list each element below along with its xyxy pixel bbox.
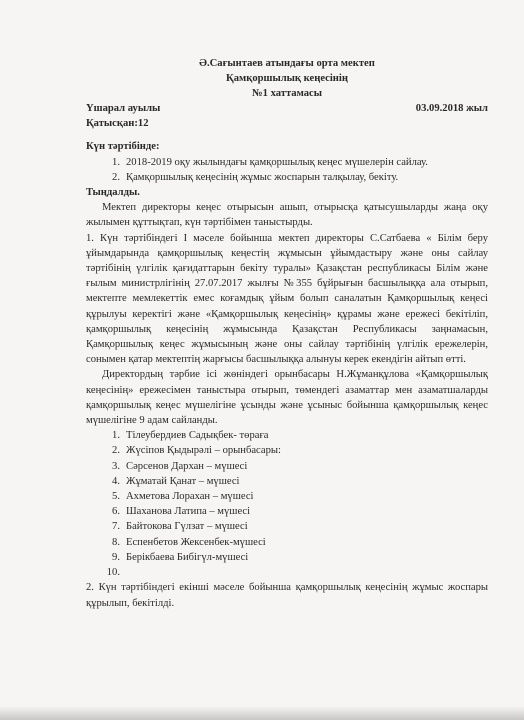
member-item — [86, 428, 488, 443]
member-name: Сәрсенов Дархан – мүшесі — [126, 460, 248, 472]
member-item — [86, 535, 488, 550]
paragraph-deputy-proposal: Директордың тәрбие ісі жөніндегі орынбасары Н.Жұманқұлова «Қамқоршылық кеңесінің» ережесімен таныстыра отырып, төмендегі азаматтар мен азаматшаларды қамқоршылық кеңес мүшелігіне ұсынды және ұсыныс бойынша қамқоршылық кеңес мүшелігіне 9 адам сайланды. — [86, 369, 488, 427]
member-number: 6. — [112, 506, 120, 518]
agenda-list — [86, 155, 488, 185]
member-name: Тілеубердиев Садықбек- төраға — [126, 430, 269, 442]
paragraph-director-speech: 1. Күн тәртібіндегі I мәселе бойынша мектеп директоры С.Сатбаева « Білім беру ұйымдарында қамқоршылық кеңестің жұмысын ұйымдастыру және оны сайлау тәртібінің үлгілік қағидаттарын бекіту туралы» Қазақстан республикасы Білім және ғылым министрлігінің 27.07.2017 жылғы №355 бұйрығын басшылыққа ала отырып, мектепте мемлекеттік емес коғамдық ұйым болып саналатын Қамқоршылық кеңесі құрылуы керектігі және «Қамқоршылық кеңесінің» құрамы және ережесі бекітіліп, қамқоршылық кеңесінің жұмысында Қазақстан Республикасы заңнамасын, Қамқоршылық кеңес жұмысының және оны сайлау тәртібінің үлгілік ережелерін, сонымен қатар мектептің жарғысы басшылыққа алынуы керек екендігін айтып өтті. — [86, 232, 488, 366]
member-number: 5. — [112, 491, 120, 503]
member-name: Еспенбетов Жексенбек-мүшесі — [126, 536, 266, 548]
member-item — [86, 489, 488, 504]
member-number: 8. — [112, 536, 120, 548]
member-number: 3. — [112, 460, 120, 472]
meta-row — [86, 101, 488, 116]
agenda-title: Күн тәртібінде: — [86, 141, 160, 153]
member-number: 2. — [112, 445, 120, 457]
member-number: 7. — [112, 521, 120, 533]
members-list — [86, 428, 488, 580]
member-item — [86, 459, 488, 474]
heard-title: Тыңдалды. — [86, 187, 140, 199]
document-date: 03.09.2018 жыл — [415, 103, 488, 114]
member-item — [86, 474, 488, 489]
agenda-item — [86, 170, 488, 185]
member-number: 4. — [112, 475, 120, 487]
member-item — [86, 504, 488, 519]
paragraph-opening: Мектеп директоры кеңес отырысын ашып, отырысқа қатысушыларды жаңа оқу жылымен құттықтап, күн тәртібімен таныстырды. — [86, 202, 488, 229]
protocol-number: №1 хаттамасы — [251, 88, 323, 99]
member-number: 10. — [106, 567, 120, 579]
member-name: Берікбаева Бибігүл-мүшесі — [126, 551, 249, 563]
council-name: Қамқоршылық кеңесінің — [226, 73, 348, 84]
member-item — [86, 565, 488, 580]
agenda-item-number: 1. — [112, 156, 120, 168]
village-name: Үшарал ауылы — [86, 103, 161, 114]
document-body — [86, 56, 488, 611]
attendance-count: Қатысқан:12 — [86, 118, 149, 130]
school-name: Ә.Сағынтаев атындағы орта мектеп — [199, 58, 375, 69]
agenda-item-text: 2018-2019 оқу жылындағы қамқоршылық кеңес мүшелерін сайлау. — [126, 156, 428, 168]
member-item — [86, 519, 488, 534]
member-name: Шаханова Латипа – мүшесі — [126, 506, 251, 518]
agenda-item — [86, 155, 488, 170]
member-number: 9. — [112, 551, 120, 563]
member-name: Жүсіпов Қыдырәлі – орынбасары: — [126, 445, 281, 457]
paragraph-closing: 2. Күн тәртібіндегі екінші мәселе бойынша қамқоршылық кеңесінің жұмыс жоспары құрылып, бекітілді. — [86, 582, 488, 609]
member-name: Байтокова Гүлзат – мүшесі — [126, 521, 248, 533]
member-item — [86, 443, 488, 458]
member-name: Ахметова Лорахан – мүшесі — [126, 491, 254, 503]
agenda-item-number: 2. — [112, 171, 120, 183]
member-item — [86, 550, 488, 565]
member-name: Жұматай Қанат – мүшесі — [126, 475, 240, 487]
member-number: 1. — [112, 430, 120, 442]
agenda-item-text: Қамқоршылық кеңесінің жұмыс жоспарын талқылау, бекіту. — [126, 171, 399, 183]
